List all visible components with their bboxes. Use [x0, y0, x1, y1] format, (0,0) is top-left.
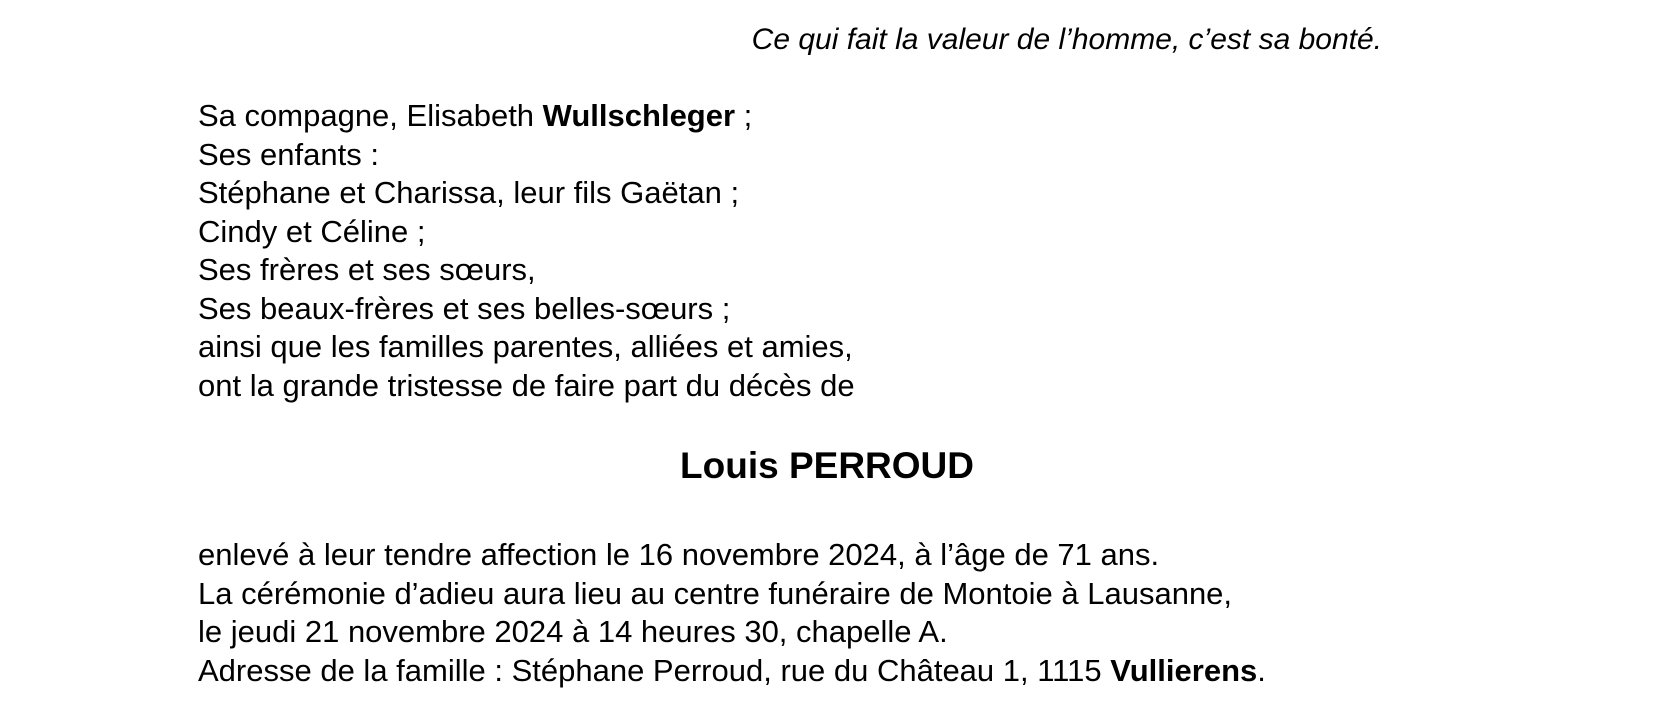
details-line: enlevé à leur tendre affection le 16 novembre 2024, à l’âge de 71 ans.	[198, 537, 1160, 572]
family-line: Stéphane et Charissa, leur fils Gaëtan ;	[198, 175, 740, 210]
family-line: Ses enfants :	[198, 136, 379, 172]
companion-text: Sa compagne, Elisabeth	[198, 98, 543, 133]
address-text: Adresse de la famille : Stéphane Perroud, rue du Château 1, 1115	[198, 652, 1111, 688]
companion-surname: Wullschleger	[542, 98, 736, 133]
details-line: le jeudi 21 novembre 2024 à 14 heures 30, chapelle A.	[198, 614, 948, 649]
family-line: ont la grande tristesse de faire part du décès de	[198, 367, 855, 403]
address-town: Vullierens	[1110, 652, 1258, 688]
family-line: Cindy et Céline ;	[198, 213, 426, 249]
family-address-line	[198, 652, 1266, 691]
family-line: ainsi que les familles parentes, alliées et amies,	[198, 329, 853, 364]
family-announcement	[198, 97, 855, 405]
companion-punctuation: ;	[735, 98, 753, 133]
ceremony-details	[198, 536, 1266, 690]
deceased-name: Louis PERROUD	[680, 445, 974, 486]
details-line: La cérémonie d’adieu aura lieu au centre funéraire de Montoie à Lausanne,	[198, 575, 1233, 611]
address-punctuation: .	[1257, 652, 1266, 688]
family-line: Ses beaux-frères et ses belles-sœurs ;	[198, 290, 731, 326]
family-line: Ses frères et ses sœurs,	[198, 252, 536, 287]
deceased-name-container	[0, 444, 1654, 488]
epigraph-quote: Ce qui fait la valeur de l’homme, c’est sa bonté.	[751, 23, 1382, 56]
companion-line	[198, 97, 855, 136]
